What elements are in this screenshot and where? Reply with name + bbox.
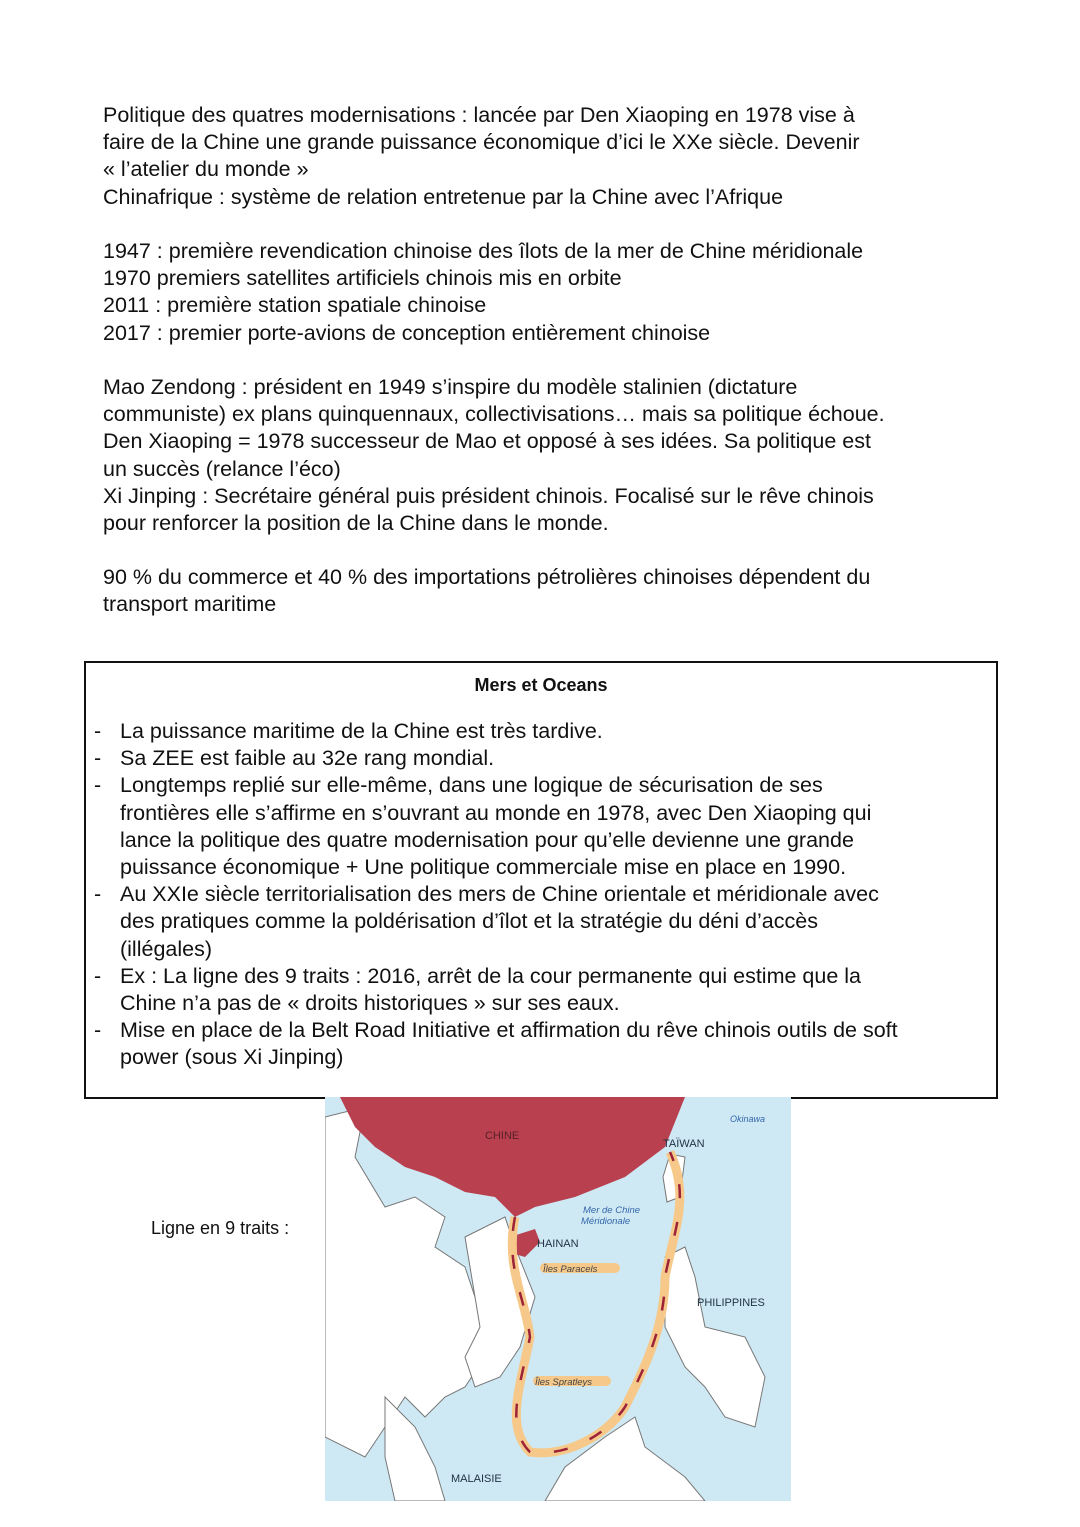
label-okinawa: Okinawa [730,1114,766,1124]
bullet-line: Sa ZEE est faible au 32e rang mondial. [120,746,495,771]
text-line: 2011 : première station spatiale chinoise [103,293,487,318]
map-caption: Ligne en 9 traits : [151,1218,290,1238]
bullet-list [94,718,898,1072]
dates [103,238,983,347]
definitions [103,102,983,211]
bullet-item [94,963,898,1017]
label-philippines: PHILIPPINES [697,1297,765,1309]
label-mer2: Méridionale [581,1216,631,1227]
bullet-line: Chine n’a pas de « droits historiques » sur ses eaux. [120,991,620,1016]
text-line: pour renforcer la position de la Chine dans le monde. [103,511,609,536]
bullet-line: des pratiques comme la poldérisation d’îlot et la stratégie du déni d’accès [120,909,818,934]
bullet-line: La puissance maritime de la Chine est très tardive. [120,719,603,743]
dash-marker: - [94,963,102,988]
text-line: transport maritime [103,592,277,617]
box-title: Mers et Oceans [474,675,608,695]
text-line: 90 % du commerce et 40 % des importations pétrolières chinoises dépendent du [103,565,871,589]
bullet-item [94,881,898,963]
text-line: 1947 : première revendication chinoise des îlots de la mer de Chine méridionale [103,239,864,263]
label-malaisie: MALAISIE [451,1473,502,1485]
text-line: Chinafrique : système de relation entretenue par la Chine avec l’Afrique [103,184,784,209]
text-line: un succès (relance l’éco) [103,456,341,481]
label-paracels: Îles Paracels [543,1264,598,1275]
text-line: Politique des quatres modernisations : lancée par Den Xiaoping en 1978 vise à [103,103,855,127]
dash-marker: - [94,773,102,798]
text-line: faire de la Chine une grande puissance économique d’ici le XXe siècle. Devenir [103,130,860,155]
text-line: communiste) ex plans quinquennaux, collectivisations… mais sa politique échoue. [103,402,885,427]
label-chine: CHINE [485,1130,520,1142]
trade [103,564,983,618]
bullet-line: power (sous Xi Jinping) [120,1045,344,1070]
bullet-item [94,1017,898,1071]
people [103,374,983,537]
text-line: Mao Zendong : président en 1949 s’inspire du modèle stalinien (dictature [103,375,798,399]
bullet-line: (illégales) [120,936,213,961]
label-taiwan: TAÏWAN [663,1138,705,1150]
text-line: Den Xiaoping = 1978 successeur de Mao et opposé à ses idées. Sa politique est [103,429,871,454]
dash-marker: - [94,746,102,771]
bullet-line: frontières elle s’affirme en s’ouvrant au monde en 1978, avec Den Xiaoping qui [120,800,872,825]
text-line: Xi Jinping : Secrétaire général puis président chinois. Focalisé sur le rêve chinois [103,483,874,508]
label-mer: Mer de Chine [583,1205,641,1216]
dash-marker: - [94,882,102,907]
bullet-item [94,718,898,745]
label-spratleys: Îles Spratleys [535,1377,593,1388]
bullet-line: lance la politique des quatre modernisation pour qu’elle devienne une grande [120,827,854,852]
bullet-line: puissance économique + Une politique commerciale mise en place en 1990. [120,855,847,880]
text-line: « l’atelier du monde » [103,157,309,182]
text-line: 1970 premiers satellites artificiels chinois mis en orbite [103,266,622,291]
bullet-item [94,745,898,772]
dash-marker: - [94,719,102,743]
bullet-line: Ex : La ligne des 9 traits : 2016, arrêt de la cour permanente qui estime que la [120,963,861,988]
text-line: 2017 : premier porte-avions de conception entièrement chinoise [103,320,711,345]
bullet-line: Au XXIe siècle territorialisation des mers de Chine orientale et méridionale avec [120,882,879,907]
bullet-line: Mise en place de la Belt Road Initiative et affirmation du rêve chinois outils de soft [120,1018,898,1043]
dash-marker: - [94,1018,102,1043]
bullet-line: Longtemps replié sur elle-même, dans une logique de sécurisation de ses [120,773,823,798]
south-china-sea-map [325,1097,791,1501]
mers-oceans-box [84,661,998,1099]
label-hainan: HAINAN [537,1238,579,1250]
bullet-item [94,772,898,881]
